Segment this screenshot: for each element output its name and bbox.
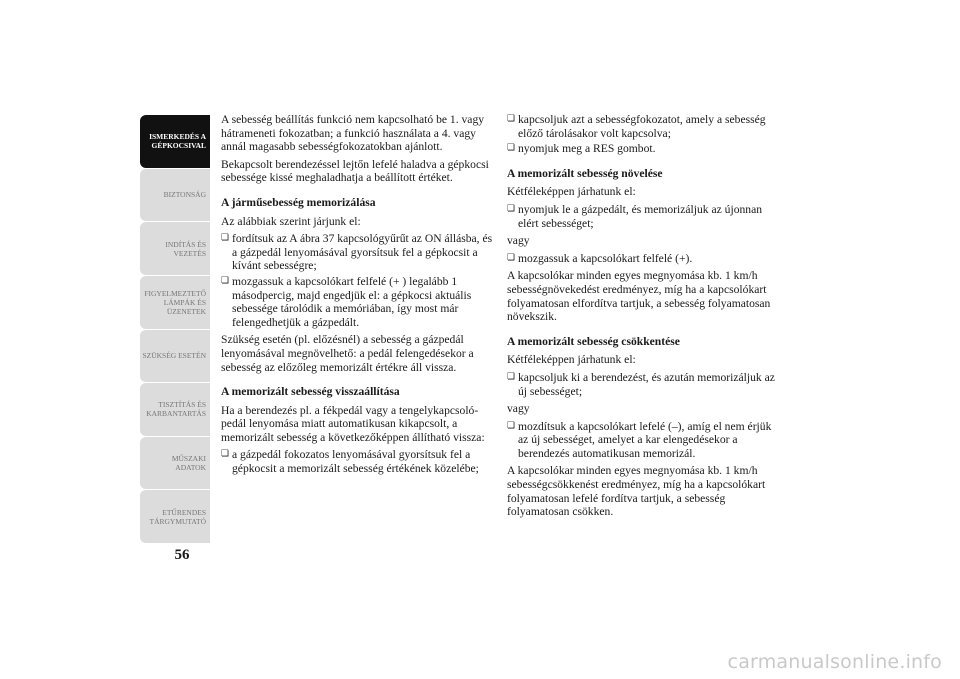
chapter-tabs xyxy=(140,115,210,543)
list-item: ❏ kapcsoljuk ki a berendezést, és azután memorizáljuk az új sebességet; xyxy=(507,371,779,398)
right-column xyxy=(507,113,779,523)
tab-szukseg[interactable]: SZÜKSÉG ESETÉN xyxy=(140,330,210,383)
increase-intro: Kétféleképpen járhatunk el: xyxy=(507,185,636,199)
list-item: ❏ nyomjuk le a gázpedált, és memorizáljuk az újonnan elért sebességet; xyxy=(507,203,779,230)
list-item: ❏ kapcsoljuk azt a sebességfokozatot, amely a sebesség előző tárolásakor volt kapcsolva; xyxy=(507,113,779,140)
tab-targymutato[interactable]: ETŰRENDES TÁRGYMUTATÓ xyxy=(140,490,210,543)
intro-paragraph-2: Bekapcsolt berendezéssel lejtőn lefelé haladva a gépkocsi sebessége kissé meghaladhatja a beállított értéket. xyxy=(221,157,489,185)
memorize-note: Szükség esetén (pl. előzésnél) a sebesség a gázpedál lenyomásával megnövelhető: a pedál felengedésekor a sebesség az előzőleg memorizált értékre áll vissza. xyxy=(221,333,474,374)
or-separator: vagy xyxy=(507,234,530,248)
list-item: ❏ a gázpedál fokozatos lenyomásával gyorsítsuk fel a gépkocsit a memorizált sebesség értékének közelébe; xyxy=(221,448,493,475)
heading-restore: A memorizált sebesség visszaállítása xyxy=(221,385,400,399)
watermark: carmanualsonline.info xyxy=(727,651,942,673)
tab-ismerkedes[interactable]: ISMERKEDÉS A GÉPKOCSIVAL xyxy=(140,115,210,168)
tab-figyelmezteto[interactable]: FIGYELMEZTETŐ LÁMPÁK ÉS ÜZENETEK xyxy=(140,276,210,329)
tab-tisztitas[interactable]: TISZTÍTÁS ÉS KARBANTARTÁS xyxy=(140,383,210,436)
increase-list-2 xyxy=(507,252,779,266)
heading-increase: A memorizált sebesség növelése xyxy=(507,166,663,180)
list-item: ❏ nyomjuk meg a RES gombot. xyxy=(507,142,779,156)
left-column xyxy=(221,113,493,480)
decrease-intro: Kétféleképpen járhatunk el: xyxy=(507,353,636,367)
increase-note: A kapcsolókar minden egyes megnyomása kb. 1 km/h sebességnövekedést eredményez, míg ha a kapcsolókart folyamatosan elfordítva tartjuk, a sebesség folyamatosan növekszik. xyxy=(507,269,771,324)
decrease-list-2 xyxy=(507,420,779,461)
list-item: ❏ fordítsuk az A ábra 37 kapcsológyűrűt az ON állásba, és a gázpedál lenyomásával gyorsítsuk fel a gépkocsit a kívánt sebességre; xyxy=(221,232,493,273)
tab-inditas[interactable]: INDÍTÁS ÉS VEZETÉS xyxy=(140,222,210,275)
intro-paragraph-1: A sebesség beállítás funkció nem kapcsolható be 1. vagy hátrameneti fokozatban; a funkció használata a 4. vagy annál magasabb sebességfokozatokban ajánlott. xyxy=(221,113,485,154)
restore-list-continued xyxy=(507,113,779,156)
tab-biztonsag[interactable]: BIZTONSÁG xyxy=(140,169,210,222)
list-item: ❏ mozgassuk a kapcsolókart felfelé (+ ) legalább 1 másodpercig, majd engedjük el: a gépkocsi aktuális sebessége tárolódik a memóriában, így most már felengedhetjük a gázpedált. xyxy=(221,275,493,329)
decrease-list-1 xyxy=(507,371,779,398)
or-separator: vagy xyxy=(507,402,530,416)
list-item: ❏ mozgassuk a kapcsolókart felfelé (+). xyxy=(507,252,779,266)
restore-list xyxy=(221,448,493,475)
page-number: 56 xyxy=(174,547,190,563)
decrease-note: A kapcsolókar minden egyes megnyomása kb. 1 km/h sebességcsökkenést eredményez, míg ha a kapcsolókart folyamatosan lefelé fordítva tartjuk, a sebesség folyamatosan csökken. xyxy=(507,464,766,519)
list-item: ❏ mozdítsuk a kapcsolókart lefelé (–), amíg el nem érjük az új sebességet, amelyet a kar elengedésekor a berendezés automatikusan memorizál. xyxy=(507,420,779,461)
restore-intro: Ha a berendezés pl. a fékpedál vagy a tengelykapcsoló-pedál lenyomása miatt automatikusan kikapcsolt, a memorizált sebesség a következőképpen állítható vissza: xyxy=(221,403,485,444)
tab-muszaki[interactable]: MŰSZAKI ADATOK xyxy=(140,437,210,490)
memorize-list xyxy=(221,232,493,329)
heading-memorize: A járműsebesség memorizálása xyxy=(221,195,376,209)
memorize-intro: Az alábbiak szerint járjunk el: xyxy=(221,214,361,228)
increase-list-1 xyxy=(507,203,779,230)
heading-decrease: A memorizált sebesség csökkentése xyxy=(507,334,680,348)
